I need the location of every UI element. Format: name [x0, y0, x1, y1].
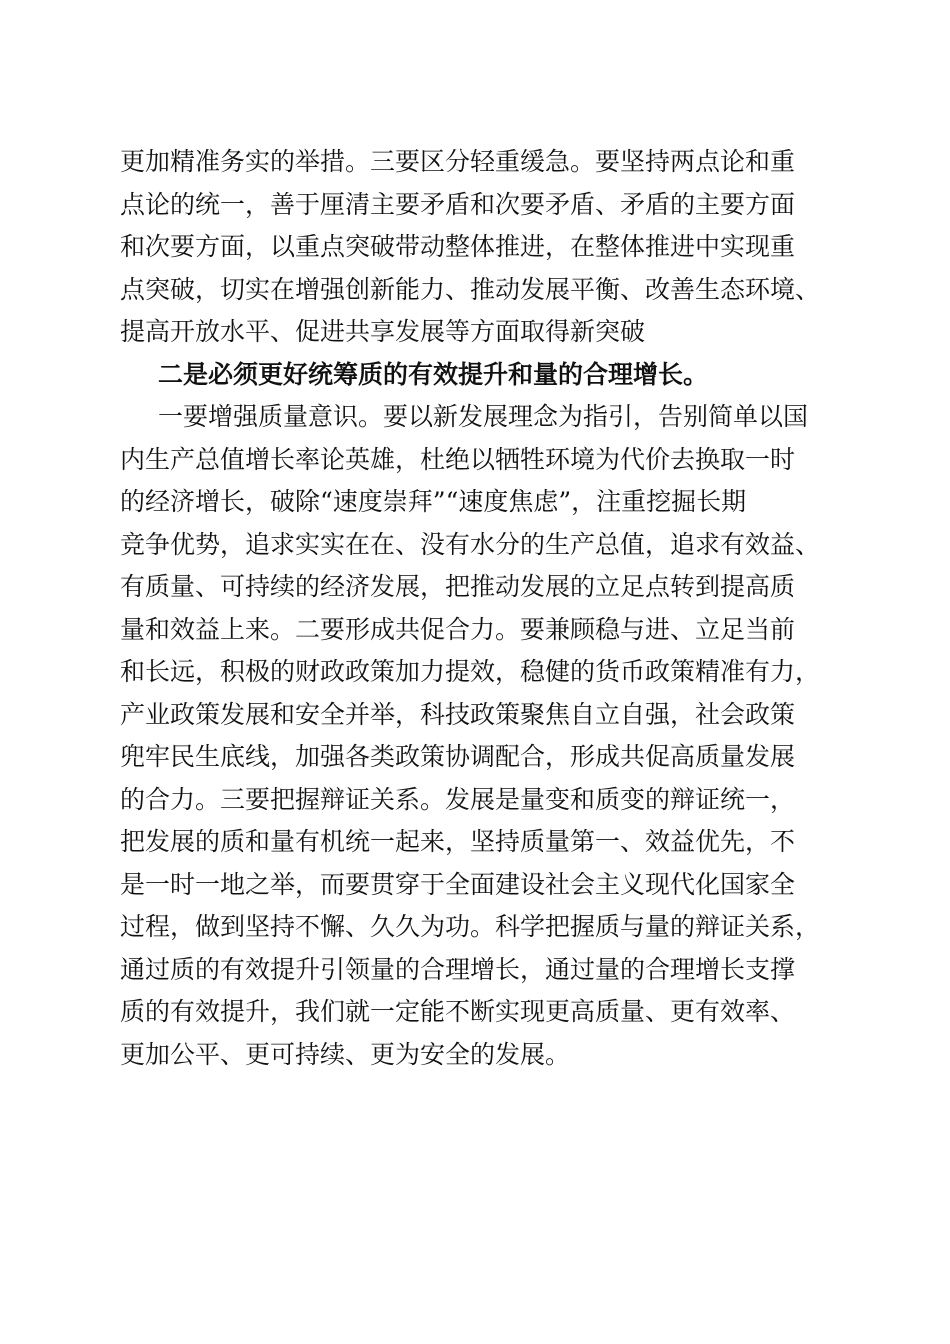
text-line: 的合力。三要把握辩证关系。发展是量变和质变的辩证统一， [120, 784, 796, 814]
text-line: 内生产总值增长率论英雄，杜绝以牺牲环境为代价去换取一时 [120, 444, 796, 474]
section-heading: 二是必须更好统筹质的有效提升和量的合理增长。 [158, 359, 709, 389]
text-line: 点论的统一，善于厘清主要矛盾和次要矛盾、矛盾的主要方面 [120, 189, 796, 219]
text-line: 通过质的有效提升引领量的合理增长，通过量的合理增长支撑 [120, 954, 796, 984]
text-line: 更加公平、更可持续、更为安全的发展。 [120, 1039, 571, 1069]
text-line: 过程，做到坚持不懈、久久为功。科学把握质与量的辩证关系， [120, 912, 821, 941]
text-line: 和长远，积极的财政政策加力提效，稳健的货币政策精准有力， [120, 657, 821, 686]
text-line: 兜牢民生底线，加强各类政策协调配合，形成共促高质量发展 [120, 742, 796, 771]
text-line: 的经济增长，破除“速度崇拜”“速度焦虑”，注重挖掘长期 [120, 487, 747, 516]
text-line: 有质量、可持续的经济发展，把推动发展的立足点转到提高质 [120, 572, 796, 601]
body-text [120, 141, 850, 1076]
text-line: 和次要方面，以重点突破带动整体推进，在整体推进中实现重 [120, 232, 796, 261]
text-line: 质的有效提升，我们就一定能不断实现更高质量、更有效率、 [120, 997, 796, 1026]
paragraph-first-line: 一要增强质量意识。要以新发展理念为指引，告别简单以国 [158, 402, 809, 431]
text-line: 产业政策发展和安全并举，科技政策聚焦自立自强，社会政策 [120, 699, 796, 729]
text-line: 提高开放水平、促进共享发展等方面取得新突破 [120, 317, 646, 346]
text-line: 更加精准务实的举措。三要区分轻重缓急。要坚持两点论和重 [120, 147, 796, 176]
text-line: 是一时一地之举，而要贯穿于全面建设社会主义现代化国家全 [120, 869, 796, 899]
text-line: 竞争优势，追求实实在在、没有水分的生产总值，追求有效益、 [120, 529, 821, 559]
text-line: 量和效益上来。二要形成共促合力。要兼顾稳与进、立足当前 [120, 614, 796, 644]
text-line: 点突破，切实在增强创新能力、推动发展平衡、改善生态环境、 [120, 274, 821, 304]
text-line: 把发展的质和量有机统一起来，坚持质量第一、效益优先，不 [120, 827, 796, 856]
